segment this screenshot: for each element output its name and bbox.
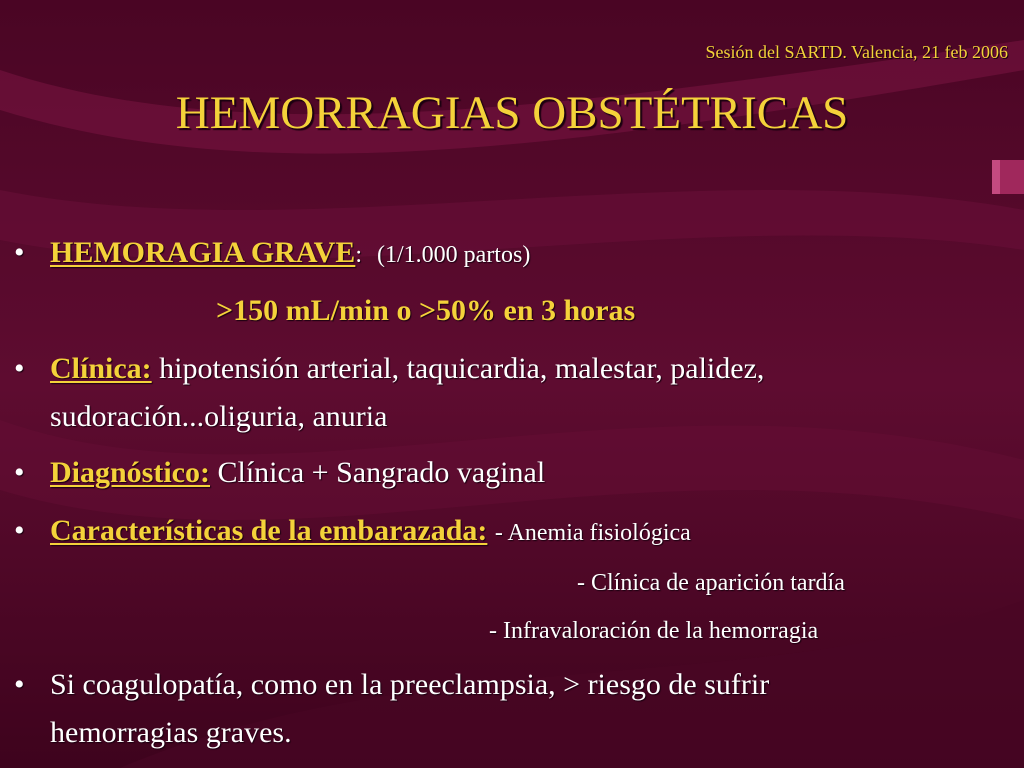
item-label: HEMORAGIA GRAVE [50,236,356,269]
bullet-marker: • [14,352,25,385]
item-label: Diagnóstico: [50,456,210,489]
item-text: Clínica + Sangrado vaginal [217,456,546,489]
item-text: (1/1.000 partos) [377,242,531,268]
item-diagnostico [50,456,545,490]
item-text: hipotensión arterial, taquicardia, malestar, palidez, [159,352,765,385]
sub-item: - Anemia fisiológica [494,520,691,546]
item-clinica [50,352,764,386]
bullet-marker: • [14,514,25,547]
item-hemoragia-grave [50,236,530,270]
header-note: Sesión del SARTD. Valencia, 21 feb 2006 [705,42,1008,62]
sub-item: - Infravaloración de la hemorragia [489,618,819,644]
bullet-marker: • [14,668,25,701]
item-coagulopatia: Si coagulopatía, como en la preeclampsia, > riesgo de sufrir [50,668,770,701]
item-text-continuation: sudoración...oliguria, anuria [50,400,388,433]
item-label: Características de la embarazada: [50,514,488,547]
item-label: Clínica: [50,352,152,385]
sub-item: - Clínica de aparición tardía [577,570,845,596]
item-text-continuation: hemorragias graves. [50,716,292,749]
item-criteria: >150 mL/min o >50% en 3 horas [216,294,636,327]
slide-title: HEMORRAGIAS OBSTÉTRICAS [175,87,849,139]
item-caracteristicas [50,514,691,548]
item-separator: : [355,242,362,268]
bullet-marker: • [14,456,25,489]
bullet-marker: • [14,236,25,269]
